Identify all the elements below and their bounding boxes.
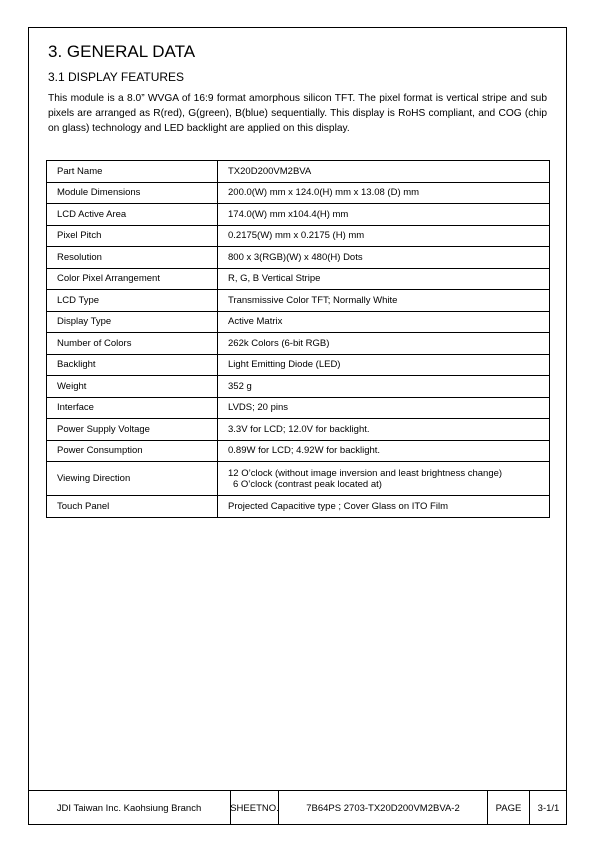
spec-label: Weight (47, 376, 218, 398)
spec-row-module-dimensions (47, 182, 550, 204)
spec-row-color-pixel-arrangement (47, 268, 550, 290)
footer-company: JDI Taiwan Inc. Kaohsiung Branch (28, 791, 231, 825)
intro-paragraph: This module is a 8.0” WVGA of 16:9 format amorphous silicon TFT. The pixel format is vertical stripe and sub pixels are arranged as R(red), G(green), B(blue) sequentially. This display is RoHS compliant, and COG (chip on glass) technology and LED backlight are applied on this display. (48, 93, 547, 134)
spec-row-touch-panel (47, 496, 550, 518)
spec-label: Viewing Direction (47, 462, 218, 496)
spec-label: Interface (47, 397, 218, 419)
footer-sheet-label (231, 791, 279, 825)
spec-value: 800 x 3(RGB)(W) x 480(H) Dots (218, 247, 550, 269)
spec-label: Backlight (47, 354, 218, 376)
spec-value: 262k Colors (6-bit RGB) (218, 333, 550, 355)
spec-value (218, 462, 550, 496)
spec-value: Light Emitting Diode (LED) (218, 354, 550, 376)
spec-label: Power Consumption (47, 440, 218, 462)
spec-row-resolution (47, 247, 550, 269)
sheet-label-line-1: SHEET (230, 802, 262, 814)
spec-value: LVDS; 20 pins (218, 397, 550, 419)
spec-value: TX20D200VM2BVA (218, 161, 550, 183)
spec-value: 352 g (218, 376, 550, 398)
spec-row-viewing-direction (47, 462, 550, 496)
spec-label: Module Dimensions (47, 182, 218, 204)
spec-value: 3.3V for LCD; 12.0V for backlight. (218, 419, 550, 441)
spec-label: Color Pixel Arrangement (47, 268, 218, 290)
sheet-label-line-2: NO. (261, 802, 279, 814)
spec-label: Display Type (47, 311, 218, 333)
spec-value: Projected Capacitive type ; Cover Glass on ITO Film (218, 496, 550, 518)
spec-label: Touch Panel (47, 496, 218, 518)
spec-value: Active Matrix (218, 311, 550, 333)
spec-row-display-type (47, 311, 550, 333)
spec-value: Transmissive Color TFT; Normally White (218, 290, 550, 312)
spec-row-lcd-type (47, 290, 550, 312)
spec-value: 0.89W for LCD; 4.92W for backlight. (218, 440, 550, 462)
viewing-direction-line-2: 6 O’clock (contrast peak located at) (233, 478, 382, 490)
spec-value: 200.0(W) mm x 124.0(H) mm x 13.08 (D) mm (218, 182, 550, 204)
section-heading: 3. GENERAL DATA (48, 42, 196, 61)
spec-row-power-consumption (47, 440, 550, 462)
spec-label: Pixel Pitch (47, 225, 218, 247)
spec-row-lcd-active-area (47, 204, 550, 226)
footer-document-number: 7B64PS 2703-TX20D200VM2BVA-2 (279, 791, 488, 825)
spec-row-interface (47, 397, 550, 419)
spec-label: Part Name (47, 161, 218, 183)
spec-row-number-of-colors (47, 333, 550, 355)
footer-title-block (28, 790, 567, 825)
spec-table (46, 160, 550, 518)
viewing-direction-line-1: 12 O’clock (without image inversion and least brightness change) (228, 467, 503, 479)
spec-value: 174.0(W) mm x104.4(H) mm (218, 204, 550, 226)
spec-label: Resolution (47, 247, 218, 269)
spec-row-weight (47, 376, 550, 398)
spec-row-pixel-pitch (47, 225, 550, 247)
footer-page-label: PAGE (488, 791, 530, 825)
spec-row-part-name (47, 161, 550, 183)
spec-label: Power Supply Voltage (47, 419, 218, 441)
spec-label: LCD Active Area (47, 204, 218, 226)
spec-row-power-supply-voltage (47, 419, 550, 441)
subsection-heading: 3.1 DISPLAY FEATURES (48, 70, 185, 84)
spec-value: 0.2175(W) mm x 0.2175 (H) mm (218, 225, 550, 247)
spec-label: Number of Colors (47, 333, 218, 355)
spec-value: R, G, B Vertical Stripe (218, 268, 550, 290)
spec-row-backlight (47, 354, 550, 376)
spec-label: LCD Type (47, 290, 218, 312)
footer-page-number: 3-1/1 (537, 802, 560, 814)
